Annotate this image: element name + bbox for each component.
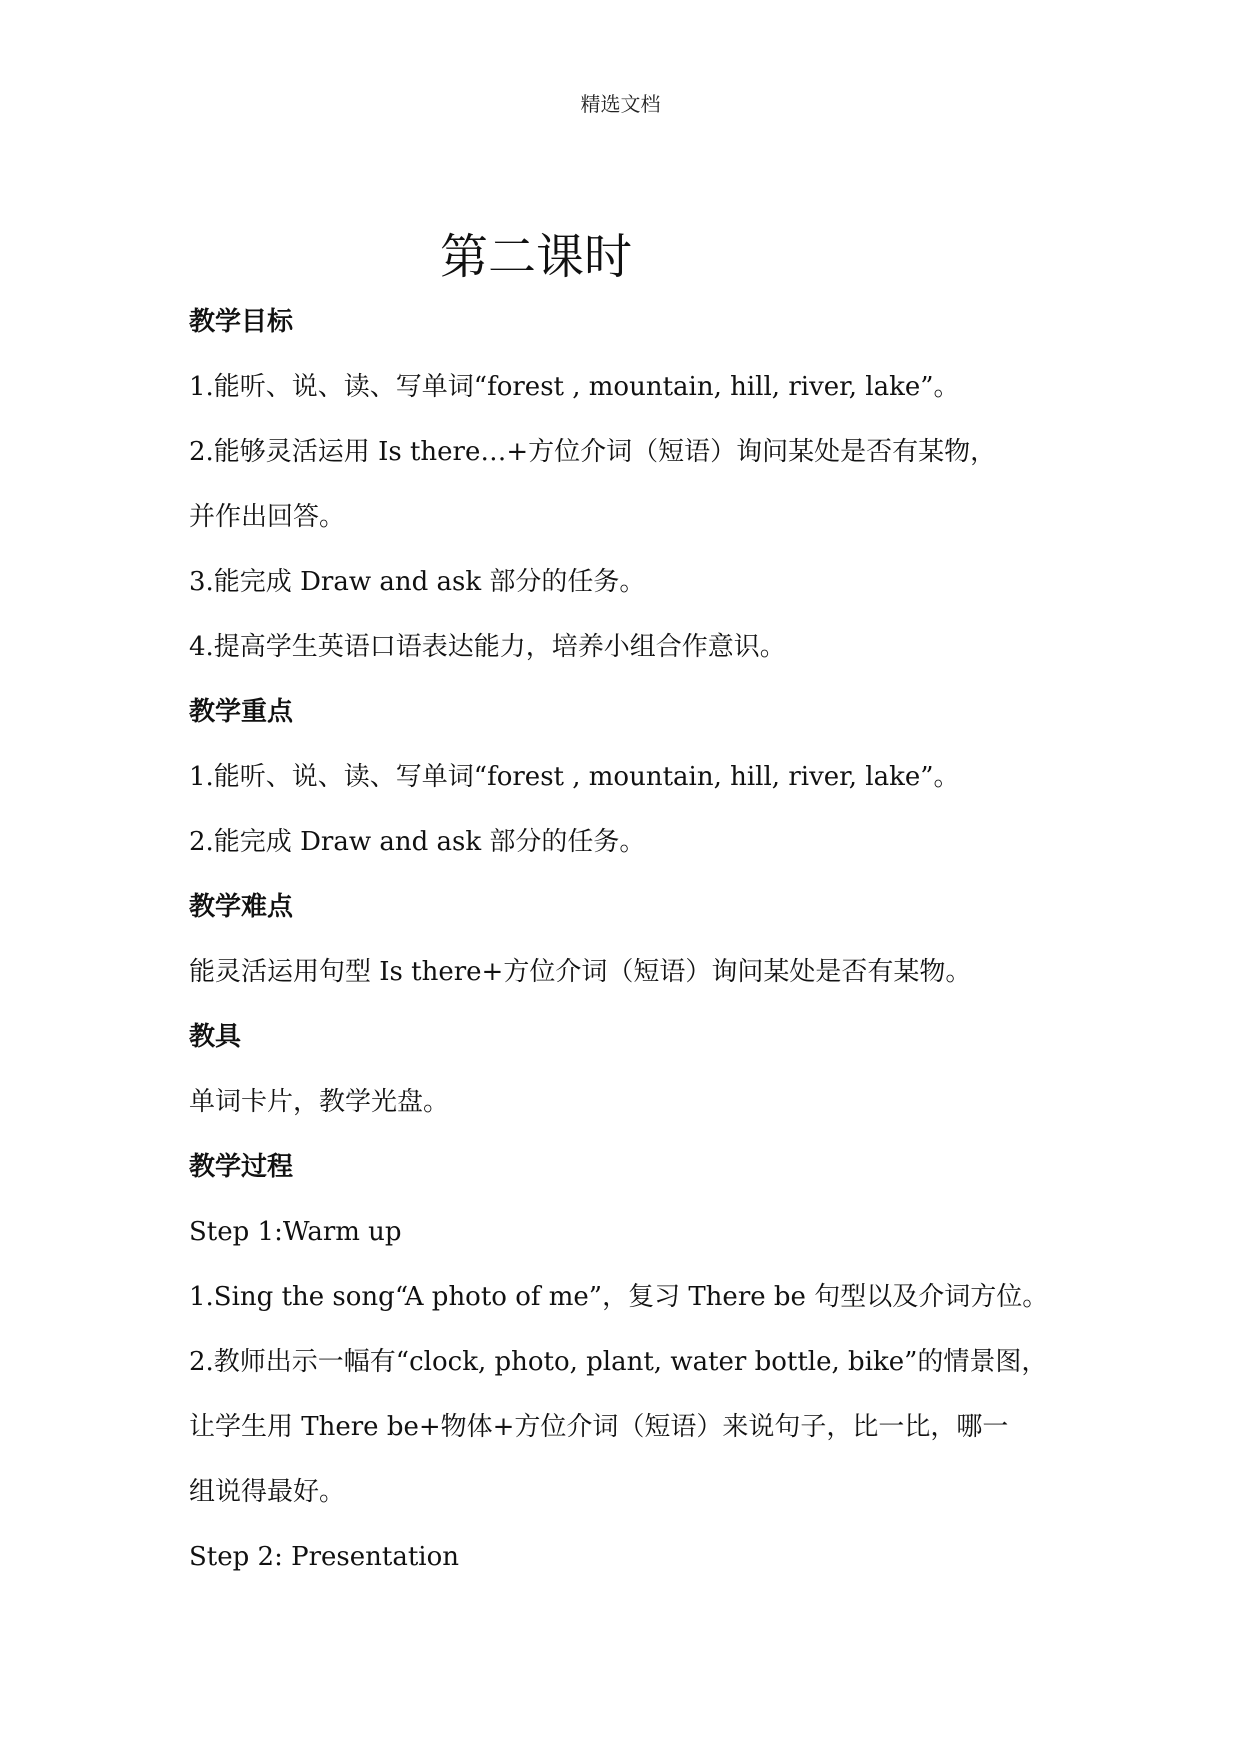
body-line: 组说得最好。 bbox=[189, 1477, 346, 1507]
page-header: 精选文档 bbox=[580, 92, 661, 116]
body-line: 能灵活运用句型 Is there+方位介词（短语）询问某处是否有某物。 bbox=[189, 957, 972, 987]
body-line: 单词卡片，教学光盘。 bbox=[189, 1087, 450, 1117]
document-body bbox=[189, 290, 1069, 1590]
body-line: 并作出回答。 bbox=[189, 502, 346, 532]
body-line: 1.能听、说、读、写单词“forest , mountain, hill, river, lake”。 bbox=[189, 372, 960, 402]
section-heading: 教学难点 bbox=[189, 892, 294, 922]
section-heading: 教学过程 bbox=[189, 1152, 294, 1182]
body-line: Step 2: Presentation bbox=[189, 1542, 460, 1572]
body-line: 3.能完成 Draw and ask 部分的任务。 bbox=[189, 567, 646, 597]
body-line: Step 1:Warm up bbox=[189, 1217, 402, 1247]
body-line: 1.能听、说、读、写单词“forest , mountain, hill, river, lake”。 bbox=[189, 762, 960, 792]
body-line: 1.Sing the song“A photo of me”，复习 There be 句型以及介词方位。 bbox=[189, 1282, 1049, 1312]
body-line: 2.能完成 Draw and ask 部分的任务。 bbox=[189, 827, 646, 857]
document-title: 第二课时 bbox=[440, 229, 633, 285]
body-line: 让学生用 There be+物体+方位介词（短语）来说句子，比一比，哪一 bbox=[189, 1412, 1009, 1442]
section-heading: 教学重点 bbox=[189, 697, 294, 727]
body-line: 4.提高学生英语口语表达能力，培养小组合作意识。 bbox=[189, 632, 786, 662]
body-line: 2.能够灵活运用 Is there…+方位介词（短语）询问某处是否有某物， bbox=[189, 437, 997, 467]
section-heading: 教具 bbox=[189, 1022, 242, 1052]
section-heading: 教学目标 bbox=[189, 307, 294, 337]
body-line: 2.教师出示一幅有“clock, photo, plant, water bottle, bike”的情景图， bbox=[189, 1347, 1048, 1377]
